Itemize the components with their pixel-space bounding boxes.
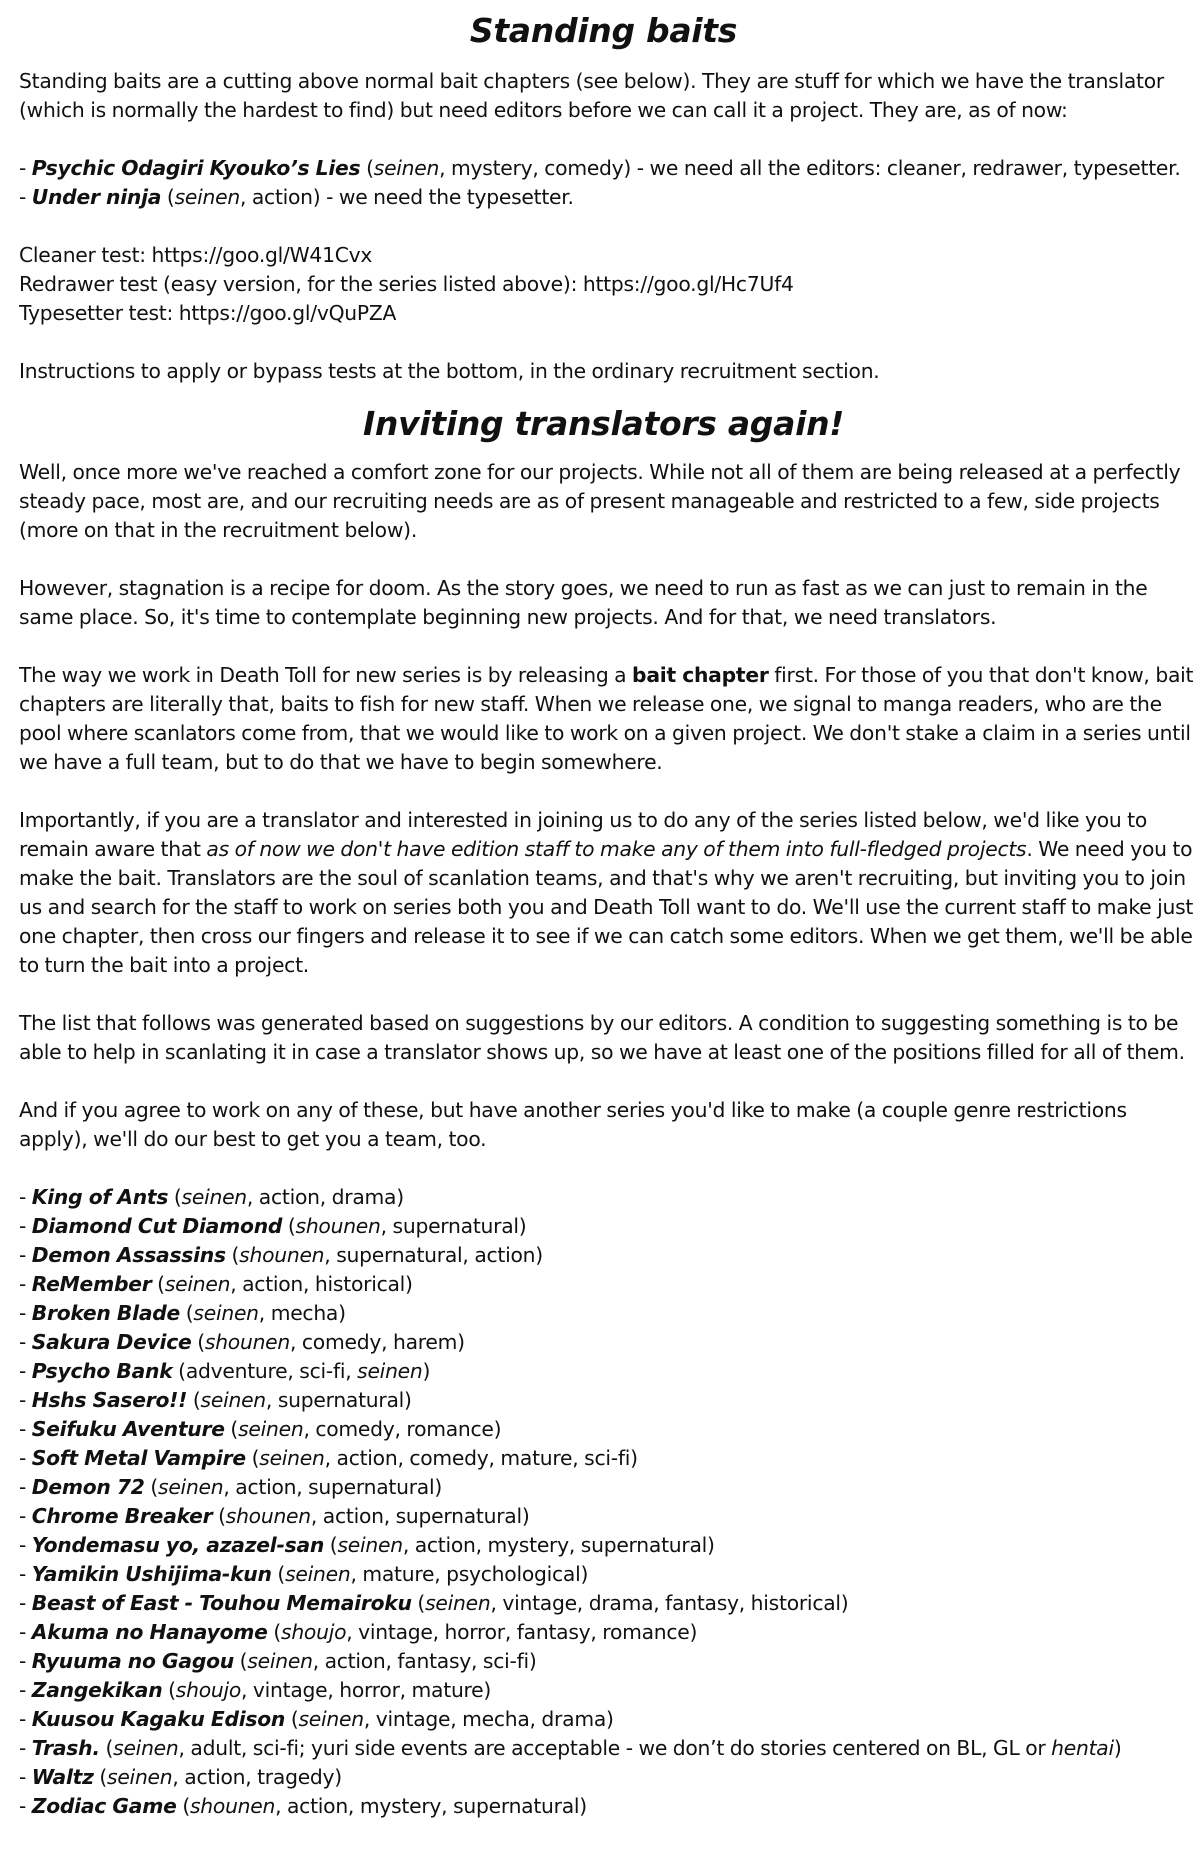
genre-text: , action, drama) [246, 1185, 404, 1209]
inviting-paragraph-3 [19, 661, 1194, 777]
inviting-paragraph-5: The list that follows was generated based on suggestions by our editors. A condition to suggesting something is to be able to help in scanlating it in case a translator shows up, so we have at least one of the positions filled for all of them. [19, 1011, 1185, 1064]
demographic: seinen [164, 1272, 231, 1296]
bullet-dash: - [19, 1359, 32, 1383]
series-title: Broken Blade [31, 1301, 181, 1325]
open-paren: ( [267, 1620, 282, 1644]
demographic: shounen [295, 1214, 381, 1238]
series-list-item [19, 1531, 1194, 1560]
series-list-item [19, 1183, 1194, 1212]
series-list-item [19, 1763, 1194, 1792]
genre-text: , action, comedy, mature, sci-fi) [324, 1446, 638, 1470]
test-links [19, 241, 1194, 328]
genre-text: , action, fantasy, sci-fi) [312, 1649, 537, 1673]
bullet-dash: - [19, 1591, 32, 1615]
bullet-dash: - [19, 1214, 32, 1238]
series-list-item [19, 1241, 1194, 1270]
bullet-dash: - [19, 1736, 32, 1760]
series-list-item [19, 1705, 1194, 1734]
series-list-item [19, 1386, 1194, 1415]
genre-text: , mecha) [258, 1301, 346, 1325]
bullet-dash: - [19, 1330, 32, 1354]
series-list-item [19, 1618, 1194, 1647]
cleaner-test-line: Cleaner test: https://goo.gl/W41Cvx [19, 243, 373, 267]
genre-text: , action, supernatural) [223, 1475, 443, 1499]
demographic: seinen [193, 1301, 259, 1325]
bullet-dash: - [19, 1475, 32, 1499]
demographic: seinen [174, 185, 240, 209]
series-title: Zodiac Game [31, 1794, 177, 1818]
series-list-item [19, 1589, 1194, 1618]
genre-text: ) [1113, 1736, 1122, 1760]
open-paren: ( [191, 1330, 205, 1354]
genre-text: , action, mystery, supernatural) [275, 1794, 587, 1818]
series-list-item [19, 1560, 1194, 1589]
demographic: shounen [189, 1794, 276, 1818]
inviting-paragraph-4 [19, 806, 1194, 980]
bullet-dash: - [19, 1649, 32, 1673]
demographic: seinen [357, 1359, 423, 1383]
demographic: seinen [298, 1707, 364, 1731]
demographic: seinen [238, 1417, 304, 1441]
series-title: Waltz [31, 1765, 94, 1789]
bullet-dash: - [19, 1185, 32, 1209]
bullet-dash: - [19, 1794, 32, 1818]
series-title: Demon Assassins [31, 1243, 226, 1267]
demographic: seinen [259, 1446, 325, 1470]
demographic: shoujo [175, 1678, 242, 1702]
series-title: Beast of East - Touhou Memairoku [31, 1591, 412, 1615]
demographic: seinen [181, 1185, 247, 1209]
genre-text: , action) - we need the typesetter. [239, 185, 574, 209]
open-paren: ( [225, 1243, 240, 1267]
genre-text: , supernatural, action) [324, 1243, 543, 1267]
genre-text: , mystery, comedy) - we need all the editors: cleaner, redrawer, typesetter. [439, 156, 1181, 180]
open-paren: ( [176, 1794, 190, 1818]
standing-baits-list [19, 154, 1194, 212]
bullet-dash: - [19, 1243, 32, 1267]
series-list-item [19, 1270, 1194, 1299]
series-title: Sakura Device [31, 1330, 192, 1354]
open-paren: ( [172, 1359, 186, 1383]
bullet-dash: - [19, 1446, 32, 1470]
series-title: Hshs Sasero!! [31, 1388, 188, 1412]
series-title: Trash. [31, 1736, 100, 1760]
open-paren: ( [99, 1736, 114, 1760]
bullet-dash: - [19, 1301, 32, 1325]
open-paren: ( [282, 1214, 296, 1238]
demographic: seinen [158, 1475, 224, 1499]
genre-text: , supernatural) [380, 1214, 527, 1238]
redrawer-test-line: Redrawer test (easy version, for the series listed above): https://goo.gl/Hc7Uf4 [19, 272, 794, 296]
demographic: shounen [225, 1504, 311, 1528]
instructions-text: Instructions to apply or bypass tests at the bottom, in the ordinary recruitment section. [19, 359, 880, 383]
standing-baits-heading: Standing baits [469, 11, 738, 50]
series-title: Kuusou Kagaku Edison [31, 1707, 286, 1731]
demographic: shounen [239, 1243, 325, 1267]
open-paren: ( [245, 1446, 260, 1470]
p4-text-a: Importantly, if you are a translator and interested in joining us to do any of the series listed below, we'd like you to remain aware that [19, 808, 1148, 861]
demographic: seinen [200, 1388, 266, 1412]
bullet-dash: - [19, 1417, 32, 1441]
standing-baits-intro: Standing baits are a cutting above normal bait chapters (see below). They are stuff for which we have the translator (which is normally the hardest to find) but need editors before we can call it a project. They are, as of now: [19, 69, 1165, 122]
series-title: Ryuuma no Gagou [31, 1649, 234, 1673]
open-paren: ( [360, 156, 374, 180]
genre-text: , supernatural) [265, 1388, 412, 1412]
genre-text: , comedy, romance) [303, 1417, 502, 1441]
p3-text-b: first. For those of you that don't know, bait chapters are literally that, baits to fish for new staff. When we release one, we signal to manga readers, who are the pool where scanlators come from, that we would like to work on a given project. We don't stake a claim in a series until we have a full team, but to do that we have to begin somewhere. [19, 663, 1194, 774]
series-title: Yamikin Ushijima-kun [31, 1562, 272, 1586]
bullet-dash: - [19, 1620, 32, 1644]
genre-text: ) [422, 1359, 431, 1383]
bullet-dash: - [19, 1765, 32, 1789]
series-list-item [19, 1357, 1194, 1386]
bullet-dash: - [19, 185, 32, 209]
bullet-dash: - [19, 1678, 32, 1702]
genre-emphasis: hentai [1051, 1736, 1114, 1760]
standing-bait-item [19, 154, 1194, 183]
series-list-item [19, 1647, 1194, 1676]
genre-text: , adult, sci-fi; yuri side events are acceptable - we don’t do stories centered on BL, GL or [178, 1736, 1052, 1760]
open-paren: ( [144, 1475, 159, 1499]
genre-text: , action, tragedy) [172, 1765, 342, 1789]
series-list-item [19, 1299, 1194, 1328]
open-paren: ( [324, 1533, 338, 1557]
series-title: ReMember [31, 1272, 152, 1296]
open-paren: ( [93, 1765, 108, 1789]
series-list-item [19, 1502, 1194, 1531]
bullet-dash: - [19, 1707, 32, 1731]
open-paren: ( [168, 1185, 182, 1209]
inviting-paragraph-2: However, stagnation is a recipe for doom. As the story goes, we need to run as fast as we can just to remain in the same place. So, it's time to contemplate beginning new projects. And for that, we need translators. [19, 576, 1148, 629]
open-paren: ( [285, 1707, 299, 1731]
demographic: shoujo [281, 1620, 347, 1644]
demographic: seinen [107, 1765, 173, 1789]
inviting-paragraph-1: Well, once more we've reached a comfort zone for our projects. While not all of them are being released at a perfectly steady pace, most are, and our recruiting needs are as of present manageable and restricted to a few, side projects (more on that in the recruitment below). [19, 460, 1181, 542]
series-list-item [19, 1328, 1194, 1357]
series-title: Psycho Bank [31, 1359, 173, 1383]
series-list-item [19, 1734, 1194, 1763]
p4-emphasis: as of now we don't have edition staff to make any of them into full-fledged projects [206, 837, 1027, 861]
series-list-item [19, 1415, 1194, 1444]
genre-text: , mature, psychological) [350, 1562, 589, 1586]
bullet-dash: - [19, 1533, 32, 1557]
genre-text: , vintage, horror, mature) [241, 1678, 492, 1702]
bullet-dash: - [19, 1388, 32, 1412]
genre-text: , action, supernatural) [310, 1504, 530, 1528]
series-list [19, 1183, 1194, 1821]
genre-text: , vintage, horror, fantasy, romance) [346, 1620, 698, 1644]
open-paren: ( [161, 185, 175, 209]
inviting-translators-heading: Inviting translators again! [362, 404, 845, 443]
demographic: seinen [337, 1533, 403, 1557]
series-title: Zangekikan [31, 1678, 163, 1702]
p4-text-b: . We need you to make the bait. Translators are the soul of scanlation teams, and that's why we aren't recruiting, but inviting you to join us and search for the staff to work on series both you and Death Toll want to do. We'll use the current staff to make just one chapter, then cross our fingers and release it to see if we can catch some editors. When we get them, we'll be able to turn the bait into a project. [19, 837, 1194, 977]
demographic: shounen [204, 1330, 291, 1354]
series-list-item [19, 1212, 1194, 1241]
inviting-paragraph-6: And if you agree to work on any of these, but have another series you'd like to make (a couple genre restrictions apply), we'll do our best to get you a team, too. [19, 1098, 1127, 1151]
bullet-dash: - [19, 156, 32, 180]
genre-text: , action, historical) [230, 1272, 413, 1296]
series-title: Yondemasu yo, azazel-san [31, 1533, 325, 1557]
genre-text: , action, mystery, supernatural) [402, 1533, 715, 1557]
demographic: seinen [247, 1649, 313, 1673]
series-title: Demon 72 [31, 1475, 145, 1499]
series-title: Akuma no Hanayome [31, 1620, 268, 1644]
open-paren: ( [224, 1417, 239, 1441]
series-list-item [19, 1676, 1194, 1705]
open-paren: ( [212, 1504, 226, 1528]
open-paren: ( [162, 1678, 176, 1702]
series-title: Soft Metal Vampire [31, 1446, 246, 1470]
series-list-item [19, 1444, 1194, 1473]
genre-text: adventure, sci-fi, [185, 1359, 358, 1383]
genre-text: , vintage, drama, fantasy, historical) [490, 1591, 849, 1615]
series-title: Under ninja [31, 185, 162, 209]
genre-text: , comedy, harem) [290, 1330, 465, 1354]
genre-text: , vintage, mecha, drama) [363, 1707, 614, 1731]
open-paren: ( [233, 1649, 248, 1673]
demographic: seinen [285, 1562, 351, 1586]
demographic: seinen [425, 1591, 491, 1615]
p3-text-a: The way we work in Death Toll for new series is by releasing a [19, 663, 633, 687]
bullet-dash: - [19, 1504, 32, 1528]
open-paren: ( [151, 1272, 165, 1296]
series-list-item [19, 1473, 1194, 1502]
open-paren: ( [271, 1562, 286, 1586]
bullet-dash: - [19, 1562, 32, 1586]
bullet-dash: - [19, 1272, 32, 1296]
bait-chapter-term: bait chapter [632, 663, 769, 687]
open-paren: ( [187, 1388, 201, 1412]
series-title: Seifuku Aventure [31, 1417, 225, 1441]
series-title: King of Ants [31, 1185, 169, 1209]
series-title: Psychic Odagiri Kyouko’s Lies [31, 156, 361, 180]
series-title: Diamond Cut Diamond [31, 1214, 283, 1238]
demographic: seinen [113, 1736, 179, 1760]
typesetter-test-line: Typesetter test: https://goo.gl/vQuPZA [19, 301, 397, 325]
series-title: Chrome Breaker [31, 1504, 213, 1528]
demographic: seinen [373, 156, 440, 180]
series-list-item [19, 1792, 1194, 1821]
standing-bait-item [19, 183, 1194, 212]
open-paren: ( [411, 1591, 426, 1615]
open-paren: ( [180, 1301, 194, 1325]
